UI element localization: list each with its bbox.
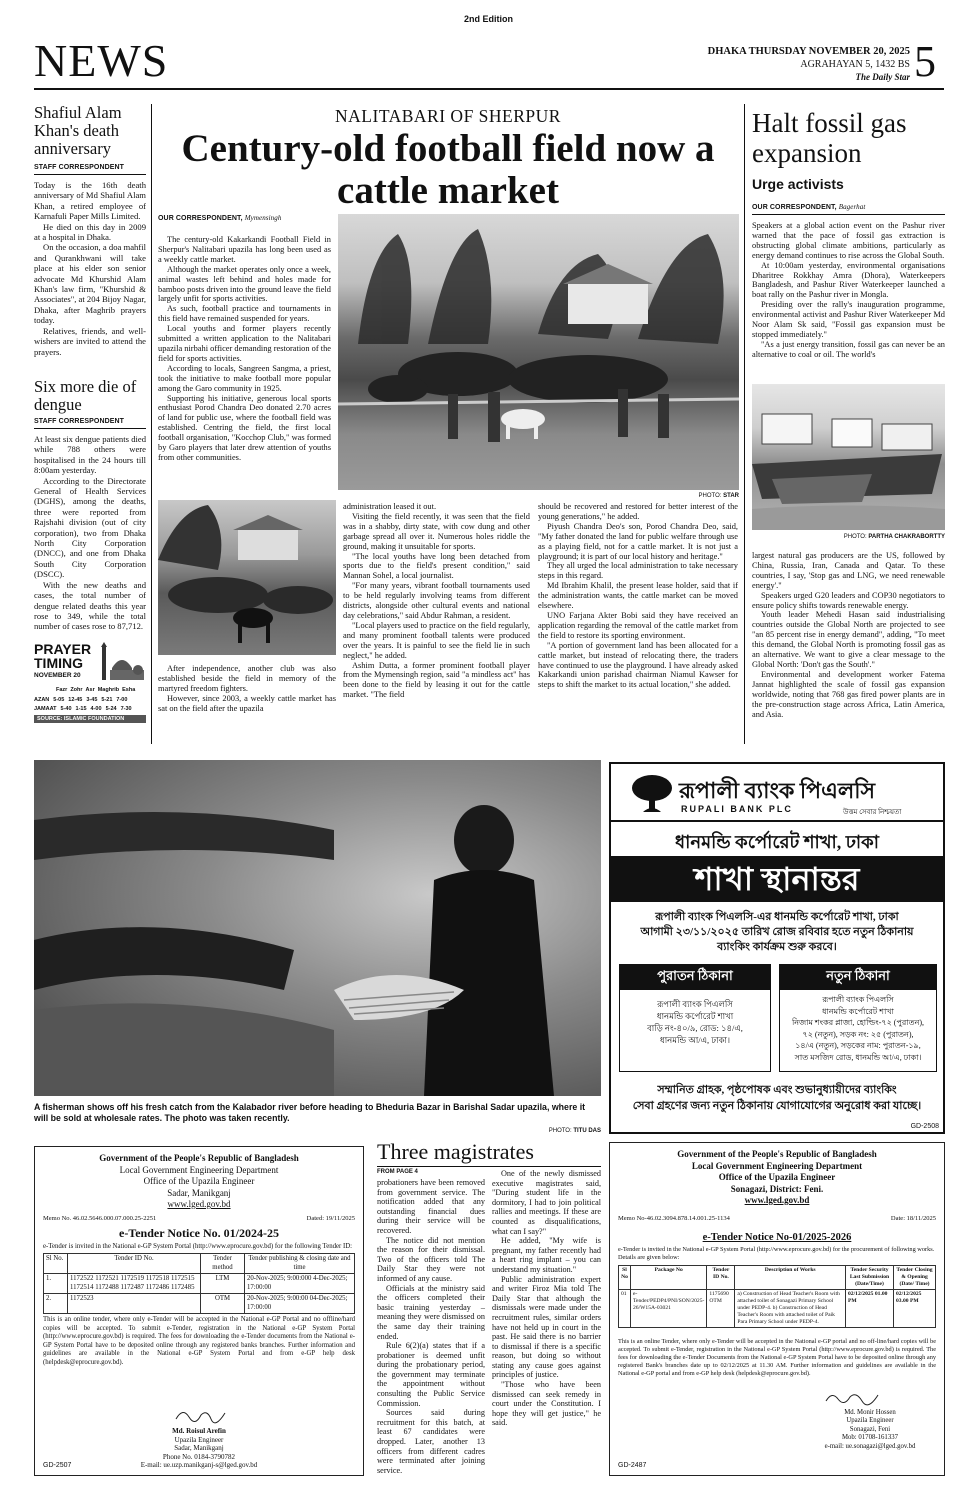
old-address-label: পুরাতন ঠিকানা: [620, 965, 770, 990]
table-cell: 1175690 OTM: [707, 1289, 735, 1327]
new-address-box: [779, 964, 937, 1072]
tender-line: Sonagazi, District: Feni.: [730, 1183, 824, 1194]
paragraph: "Local players used to practice on the field regularly, and many prominent football talents were produced over the years. It is painful to see the field lie in such neglect," he added.: [343, 620, 530, 660]
tender-line: Sadar, Manikganj: [167, 1187, 231, 1198]
section-title: NEWS: [34, 35, 169, 86]
tender-title: e-Tender Notice No-01/2025-2026: [702, 1231, 852, 1243]
tree-logo-icon: [631, 774, 673, 814]
table-header: Description of Works: [735, 1265, 846, 1289]
address-line: রূপালী ব্যাংক পিএলসি: [822, 995, 894, 1004]
table-cell: a) Construction of Head Teacher's Room with attached toilet of Sonagazi Primary School under PEDP-4. b) Construction of Head Teacher's Room with attached toilet of Paik Para Primary School under PEDP-4.: [735, 1289, 846, 1327]
signer-line: Phone No. 0184-3790782: [162, 1452, 236, 1461]
tender-code: GD-2507: [43, 1462, 72, 1469]
column-rule: [151, 104, 152, 744]
boat-photo-credit: PHOTO: PARTHA CHAKRABORTTY: [843, 534, 945, 540]
tender-link[interactable]: www.lged.gov.bd: [167, 1199, 231, 1209]
prayer-time: 3-45: [86, 697, 98, 703]
azan-row: [34, 697, 146, 703]
magistrates-from: FROM PAGE 4: [377, 1169, 418, 1175]
new-address-label: নতুন ঠিকানা: [780, 965, 936, 990]
signature: [173, 1405, 229, 1425]
tender-signer: [35, 1427, 363, 1470]
prayer-source: SOURCE: ISLAMIC FOUNDATION: [34, 715, 146, 723]
table-row: [44, 1294, 355, 1314]
paragraph: The century-old Kakarkandi Football Field in Sherpur's Nalitabari upazila has long been used as a weekly cattle market.: [158, 235, 331, 264]
table-cell: e-Tender/PEDP4/PNI/SON/2025-26/W15A-03021: [631, 1289, 707, 1327]
paragraph: Youth leader Mehedi Hasan said industrialising countries outside the Global North are projected to see "an 85 percent rise in energy demand", adding, "To meet this demand, the Global North is promoting fossil gas as an alternative. We want to give a clear message to the Global North: 'Don't gas the South'.": [752, 610, 945, 669]
tender-code: GD-2487: [618, 1462, 647, 1469]
prayer-header: Zohr: [70, 687, 83, 693]
tender-body: This is an online tender, where only e-Tender will be accepted in the National e-GP Portal and no offline/hard copies will be accepted. To submit e-Tender, registration in the National e-GP System Portal (http://www.eprocure.gov.bd) is required. The fees for downloading the e-Tender documents from the National e-GP System Portal have to be deposited online through any registered banks branches. Further information and guidelines are available in the National e-GP System Portal and from e-GP help desk (helpdesk@eprocure.gov.bd).: [43, 1316, 355, 1366]
mosque-icon: [100, 642, 146, 680]
table-cell: 2.: [44, 1294, 68, 1314]
masthead-rule: [34, 88, 944, 90]
prayer-header: Asr: [85, 687, 95, 693]
tender-line: Local Government Engineering Department: [691, 1160, 863, 1171]
bengali-date: AGRAHAYAN 5, 1432 BS: [800, 59, 910, 70]
signature: [824, 1389, 880, 1407]
tender-line: Government of the People's Republic of Bangladesh: [99, 1153, 299, 1163]
rupali-bank-ad: [609, 762, 945, 1134]
paragraph: Local youths and former players recently submitted a written application to the Nalitabari upazila nirbahi officer demanding restoration of the field for sports activities.: [158, 324, 331, 363]
fossil-gas-top: [752, 221, 945, 360]
paragraph: "A portion of government land has been allocated for a cattle market, but instead of relocating there, the traders have continued to use the playground. I have already asked Kakarkandi union parishad chairman Niamul Kawser for steps to shift the market to its actual location," she added.: [538, 640, 738, 690]
paragraph: Supporting his initiative, generous local sports enthusiast Porod Chandra Deo donated 2.70 acres of land for public use, where the football field was established. Centring the field, the first local football organisation, "Kocchop Club," was formed by Garo players that later drew attention of youths from other communities.: [158, 393, 331, 462]
paragraph: Although the market operates only once a week, animal wastes left behind and holes made for bamboo posts driven into the ground leave the field largely unfit for sports activities.: [158, 264, 331, 304]
story-anniversary: [34, 104, 146, 357]
tender-line: Local Government Engineering Department: [119, 1164, 279, 1175]
address-line: ধানমন্ডি কর্পোরেট শাখা: [822, 1006, 894, 1016]
prayer-title: PRAYER: [34, 641, 92, 657]
paragraph: As such, football practice and tournaments in this field have remained suspended for years.: [158, 304, 331, 324]
prayer-timing-box: [34, 642, 146, 740]
paragraph: Rule 6(2)(a) states that if a probationer is deemed unfit during the probationary period, the government may terminate the appointment without consulting the Public Service Commission.: [377, 1341, 485, 1408]
prayer-time: 7-00: [116, 697, 128, 703]
fisherman-credit: PHOTO: TITU DAS: [548, 1128, 601, 1134]
rupali-code: GD-2508: [910, 1123, 939, 1130]
dengue-byline: STAFF CORRESPONDENT: [34, 418, 125, 425]
memo-date: Dated: 19/11/2025: [306, 1214, 355, 1222]
page-number: 5: [914, 37, 936, 86]
prayer-headers: [34, 687, 146, 693]
lead-column-3: [538, 502, 738, 690]
rule: [611, 820, 943, 822]
address-line: ৭২ (নতুন), সড়ক নং: ২৫ (পুরাতন),: [802, 1029, 914, 1039]
address-line: ধানমন্ডি কর্পোরেট শাখা: [656, 1011, 734, 1021]
rupali-banner: শাখা স্থানান্তর: [611, 856, 943, 902]
signer-line: Upazila Engineer: [174, 1435, 224, 1444]
prayer-header: Fazr: [56, 687, 68, 693]
boat-rally-photo: [752, 384, 945, 530]
prayer-time: 1-15: [75, 706, 87, 712]
tender-table: [43, 1253, 355, 1314]
memo-date: Date: 18/11/2025: [890, 1214, 936, 1222]
anniversary-headline: Shafiul Alam Khan's death anniversary: [34, 103, 122, 158]
story-dengue: [34, 378, 146, 632]
paragraph: At 10:00am yesterday, environmental organisations Dharitree Rokkhay Amra (Dhora), Waterkeepers Bangladesh, and Pashur River Waterkeeper launched a boat rally on the Pashur river in Mongla.: [752, 260, 945, 300]
cattle-market-photo: [338, 214, 739, 490]
paragraph: Sources said during recruitment for this batch, at least 67 candidates were dropped. Later, another 13 officers from different cadres were terminated after joining service.: [377, 1408, 485, 1475]
lead-headline: Century-old football field now a cattle market: [181, 127, 715, 212]
prayer-time: 5-24: [105, 706, 117, 712]
table-header: Sl No.: [44, 1254, 68, 1274]
tender-signer: [800, 1409, 940, 1451]
dateline: DHAKA THURSDAY NOVEMBER 20, 2025: [707, 46, 910, 57]
table-header: Sl No: [619, 1265, 631, 1289]
tender-notice-sonagazi: [609, 1142, 945, 1476]
paragraph: "For many years, vibrant football tournaments used to be held regularly involving teams from different districts, alongside other cultural events and national day celebrations," said Abdur Rahman, a resident.: [343, 581, 530, 620]
paragraph: However, since 2003, a weekly cattle market has sat on the field after the upazila: [158, 693, 336, 713]
prayer-time: 12-45: [68, 697, 83, 703]
cattle-inset-photo: [158, 500, 336, 655]
address-line: নিজাম শংকর প্লাজা, হোল্ডিং-৭২ (পুরাতন),: [791, 1018, 925, 1027]
magistrates-column-1: [377, 1178, 485, 1475]
paragraph: UNO Farjana Akter Bobi said they have received an application regarding the removal of the cattle market from the field to restore its sporting environment.: [538, 610, 738, 640]
paragraph: "The local youths have long been detached from sports due to the field's present condition," said Mannan Sohel, a local journalist.: [343, 551, 530, 581]
paragraph: One of the newly dismissed executive magistrates said, "During student life in the dormitory, I had to join political rallies and meetings. If these are counted as disqualifications, what can I say?": [492, 1169, 601, 1236]
address-line: রূপালী ব্যাংক পিএলসি: [657, 999, 733, 1009]
table-header: Tender publishing & closing date and time: [245, 1254, 355, 1274]
paragraph: According to locals, Sangreen Sangma, a priest, took the initiative to make football more popular among the Garo community in 1925.: [158, 363, 331, 393]
tender-link[interactable]: www.lged.gov.bd: [744, 1195, 810, 1205]
table-cell: 1172523: [68, 1294, 201, 1314]
rupali-branch: ধানমন্ডি কর্পোরেট শাখা, ঢাকা: [675, 832, 879, 852]
paragraph: After independence, another club was also established beside the field in memory of the martyred freedom fighters.: [158, 664, 336, 693]
address-line: ১৪/এ (নতুন), সড়কের নাম: পুরাতন-১৯,: [795, 1041, 921, 1050]
table-cell: 01: [619, 1289, 631, 1327]
paragraph: Speakers at a global action event on the Pashur river warned that the pace of fossil gas extraction is obstructing global climate ambitions, particularly as energy demand continues to rise across the Global South.: [752, 221, 945, 260]
rupali-tagline: উত্তম সেবার নিশ্চয়তা: [843, 808, 902, 816]
rupali-brand-bn: রূপালী ব্যাংক পিএলসি: [679, 778, 876, 803]
paragraph: probationers have been removed from government service. The notification added that any outstanding financial dues during their service will be recovered.: [377, 1178, 485, 1235]
paragraph: "Those who have been dismissed can seek remedy in court under the Constitution. I hope they will get justice," he said.: [492, 1380, 601, 1428]
paragraph: Public administration expert and writer Firoz Mia told The Daily Star that although the dismissals were made under the recruitment rules, similar orders have not held up in court in the past. He said there is no barrier to dismissal if there is a specific reason, but doing so without stating any cause goes against principles of justice.: [492, 1274, 601, 1380]
table-cell: 20-Nov-2025; 9:00:00 04-Dec-2025; 17:00:00: [245, 1294, 355, 1314]
tender-notice-manikganj: [34, 1146, 364, 1476]
notice-line: আগামী ২৩/১১/২০২৫ তারিখ রোজ রবিবার হতে নতুন ঠিকানায়: [640, 926, 914, 938]
signer-line: Upazila Engineer: [846, 1417, 894, 1425]
table-header: Package No: [631, 1265, 707, 1289]
notice-line: রূপালী ব্যাংক পিএলসি-এর ধানমন্ডি কর্পোরেট শাখা, ঢাকা: [655, 911, 899, 923]
tender-title: e-Tender Notice No. 01/2024-25: [119, 1225, 279, 1240]
rupali-brand-en: RUPALI BANK PLC: [681, 804, 793, 814]
paper-name: The Daily Star: [855, 72, 910, 82]
table-cell: OTM: [201, 1294, 245, 1314]
memo-number: Memo No. 46.02.5646.000.07.000.25-2251: [43, 1214, 157, 1222]
paragraph: They all urged the local administration to take necessary steps in this regard.: [538, 561, 738, 581]
edition-label: 2nd Edition: [464, 14, 513, 24]
anniversary-byline: STAFF CORRESPONDENT: [34, 164, 125, 171]
tender-body: This is an online Tender, where only e-Tender will be accepted in the National e-GP portal and no off-line/hard copies will be accepted. To submit e-Tender, registration in the National e-GP System Portal (http://www.eprocure.gov.bd) is required. The fees for downloading the e-Tender Documents from the National e-GP System Portal have to be deposited online through any registered Bank's branches date up to 02/12/2025 at 11.30 AM. Further information and guidelines are available in the National e-GP portal and from e-GP help desk (helpdesk@eprocure.gov.bd).: [618, 1337, 936, 1377]
table-header: Tender method: [201, 1254, 245, 1274]
signer-line: Md. Roisul Arefin: [172, 1427, 226, 1435]
tender-intro: e-Tender is invited in the National e-GP System Portal (http://www.eprocure.gov.bd) for the following Tender ID:: [43, 1242, 353, 1250]
tender-line: Government of the People's Republic of Bangladesh: [677, 1149, 877, 1159]
signer-line: Mob: 01708-161337: [841, 1434, 899, 1442]
paragraph: administration leased it out.: [343, 502, 437, 511]
table-header: Tender Closing & Opening (Date/ Time): [894, 1265, 936, 1289]
magistrates-column-2: [492, 1169, 601, 1428]
paragraph: At least six dengue patients died while 788 others were hospitalised in the 24 hours till 8:00am yesterday.: [34, 434, 146, 476]
signer-line: Md. Monir Hossen: [844, 1409, 896, 1416]
fossil-gas-bottom: [752, 551, 945, 719]
dengue-headline: Six more die of dengue: [34, 377, 137, 414]
notice-line: ব্যাংকিং কার্যক্রম শুরু করবে।: [717, 941, 837, 953]
prayer-header: Esha: [122, 687, 136, 693]
lead-column-1-bottom: [158, 664, 336, 714]
paragraph: "As a just energy transition, fossil gas can never be an alternative to coal or oil. The world's: [752, 339, 945, 359]
table-row: [619, 1289, 936, 1327]
memo-number: Memo No-46.02.3094.878.14.001.25-1134: [618, 1214, 730, 1222]
fossil-gas-headline: Halt fossil gas expansion: [752, 108, 907, 168]
lead-column-1: [158, 235, 331, 463]
paragraph: Presiding over the rally's inauguration programme, environmental activist and Pashur River Waterkeeper Md Noor Alam Sk said, "Fossil gas expansion must be stopped immediately.": [752, 300, 945, 339]
paragraph: The notice did not mention the reason for their dismissal. Two of the officers told The Daily Star they were not informed of any cause.: [377, 1235, 485, 1283]
old-address-box: [619, 964, 771, 1072]
table-header: Tender ID No.: [68, 1254, 201, 1274]
prayer-time: 5-40: [60, 706, 72, 712]
footer-line: সম্মানিত গ্রাহক, পৃষ্ঠপোষক এবং শুভানুধ্যায়ীদের ব্যাংকিং: [657, 1084, 897, 1096]
signer-line: e-mail: ue.sonagazi@lged.gov.bd: [824, 1442, 916, 1450]
lead-byline: OUR CORRESPONDENT, Mymensingh: [158, 214, 282, 222]
paragraph: Officials at the ministry said the officers completed their basic training yesterday – meaning they were dismissed on the same day their training ended.: [377, 1283, 485, 1341]
paragraph: Ashim Dutta, a former prominent football player from the Mymensingh region, said "a mindless act" has been done to the field by leasing it out for the cattle market. "The field: [343, 660, 530, 700]
prayer-time: 4-00: [90, 706, 102, 712]
table-cell: 1.: [44, 1274, 68, 1294]
paragraph: With the new deaths and cases, the total number of dengue related deaths this year rose to 349, while the total number of cases rose to 87,712.: [34, 579, 146, 632]
signer-line: Sonagazi, Feni: [849, 1425, 891, 1433]
signer-line: Sadar, Manikganj: [174, 1444, 224, 1453]
prayer-title-2: TIMING: [34, 655, 83, 671]
paragraph: Piyush Chandra Deo's son, Porod Chandra Deo, said, "My father donated the land for public welfare through use as a playing field, not for a cattle market. It is not just a playground; it is part of our local history and heritage.": [538, 521, 738, 561]
paragraph: Today is the 16th death anniversary of Md Shafiul Alam Khan, a retired employee of Karnafuli Paper Mills Limited.: [34, 180, 146, 222]
fossil-gas-subhead: Urge activists: [752, 176, 844, 192]
prayer-time: 7-30: [120, 706, 132, 712]
table-cell: 02/12/2025 03.00 PM: [894, 1289, 936, 1327]
signer-line: E-mail: ue.uzp.manikganj-s@lged.gov.bd: [140, 1461, 258, 1470]
rule: [377, 1166, 601, 1167]
lead-column-2: [343, 502, 530, 700]
paragraph: On the occasion, a doa mahfil and Qurankhwani will take place at his elder son senior advocate Md Khurshid Alam Khan's law firm, "Khurshid & Associates", at 204 Bijoy Nagar, Dhaka, after Maghrib prayers today.: [34, 242, 146, 326]
table-header: Tender ID No.: [707, 1265, 735, 1289]
paragraph: should be recovered and restored for better interest of the young generations," he added.: [538, 502, 738, 521]
address-line: বাড়ি নং-৪০/৯, রোড: ১৪/এ,: [647, 1023, 743, 1033]
rupali-footer: [611, 1082, 943, 1114]
paragraph: According to the Directorate General of Health Services (DGHS), among the deaths, three were reported from Rajshahi division (out of city corporation), two from Dhaka North City Corporation (DNCC), and one from Dhaka South City Corporation (DSCC).: [34, 475, 146, 580]
table-cell: LTM: [201, 1274, 245, 1294]
table-cell: 20-Nov-2025; 9:00:000 4-Dec-2025; 17:00:00: [245, 1274, 355, 1294]
paragraph: largest natural gas producers are the US, followed by China, Russia, Iran, Canada and Qatar. To these countries, I say, 'Stop gas and LNG, we need renewable energy'.": [752, 551, 945, 590]
paragraph: Environmental and development worker Fatema Jannat highlighted the scale of fossil gas expansion worldwide, noting that 768 gas fired power plants are in the pre-construction stage across Africa, Latin America, and Asia.: [752, 669, 945, 719]
paragraph: He added, "My wife is pregnant, my father recently had a heart ring implant – you can understand my situation.": [492, 1236, 601, 1274]
prayer-time: 5-05: [53, 697, 65, 703]
tender-table: [618, 1265, 936, 1328]
table-header: Tender Security Last Submission (Date/Time): [846, 1265, 894, 1289]
jamaat-row: [34, 706, 146, 712]
paragraph: He died on this day in 2009 at a hospital in Dhaka.: [34, 221, 146, 243]
fisherman-photo: [34, 760, 601, 1096]
prayer-time: 5-21: [101, 697, 113, 703]
tender-line: Office of the Upazila Engineer: [143, 1176, 255, 1186]
table-cell: 1172522 1172521 1172519 1172518 1172515 1172514 1172488 1172487 1172486 1172485: [68, 1274, 201, 1294]
column-rule: [744, 104, 745, 744]
address-line: ধানমন্ডি আ/এ, ঢাকা।: [659, 1035, 731, 1045]
paragraph: Md Ibrahim Khalil, the present lease holder, said that if the administration wants, the cattle market can be moved elsewhere.: [538, 581, 738, 611]
azan-label: AZAN: [34, 697, 50, 703]
fisherman-caption: A fisherman shows off his fresh catch from the Kalabador river before heading to Bheduria Bazar in Barishal Sadar upazila, where it will be sold at wholesale rates. The photo was taken recently.: [34, 1102, 586, 1123]
lead-photo-credit: PHOTO: STAR: [698, 493, 739, 499]
rule: [34, 174, 146, 175]
tender-line: Office of the Upazila Engineer: [718, 1172, 836, 1182]
footer-line: সেবা গ্রহণের জন্য নতুন ঠিকানায় যোগাযোগের অনুরোধ করা যাচ্ছে।: [632, 1100, 922, 1112]
magistrates-headline: Three magistrates: [377, 1139, 534, 1164]
rule: [34, 428, 146, 429]
lead-kicker: NALITABARI OF SHERPUR: [335, 106, 561, 126]
jamaat-label: JAMAAT: [34, 706, 57, 712]
fossil-gas-byline: OUR CORRESPONDENT, Bagerhat: [752, 203, 866, 211]
paragraph: Visiting the field recently, it was seen that the field was in a shabby, dirty state, with cow dung and other garbage spread all over it. Numerous holes riddle the ground, making it unsuitable for sports.: [343, 511, 530, 551]
paragraph: Relatives, friends, and well-wishers are invited to attend the prayers.: [34, 325, 146, 357]
table-cell: 02/12/2025 01.00 PM: [846, 1289, 894, 1327]
table-row: [44, 1274, 355, 1294]
prayer-date: NOVEMBER 20: [34, 672, 81, 679]
prayer-header: Maghrib: [97, 687, 120, 693]
rule: [752, 214, 945, 215]
paragraph: Speakers urged G20 leaders and COP30 negotiators to ensure policy shifts towards renewable energy.: [752, 590, 945, 610]
tender-intro: e-Tender is invited in the National e-GP System Portal (http://www.eprocure.gov.bd) for the procurement of following works. Details are given below:: [618, 1245, 935, 1261]
rupali-notice: [611, 910, 943, 955]
address-line: সাত মসজিদ রোড, ধানমন্ডি আ/এ, ঢাকা।: [794, 1052, 922, 1062]
